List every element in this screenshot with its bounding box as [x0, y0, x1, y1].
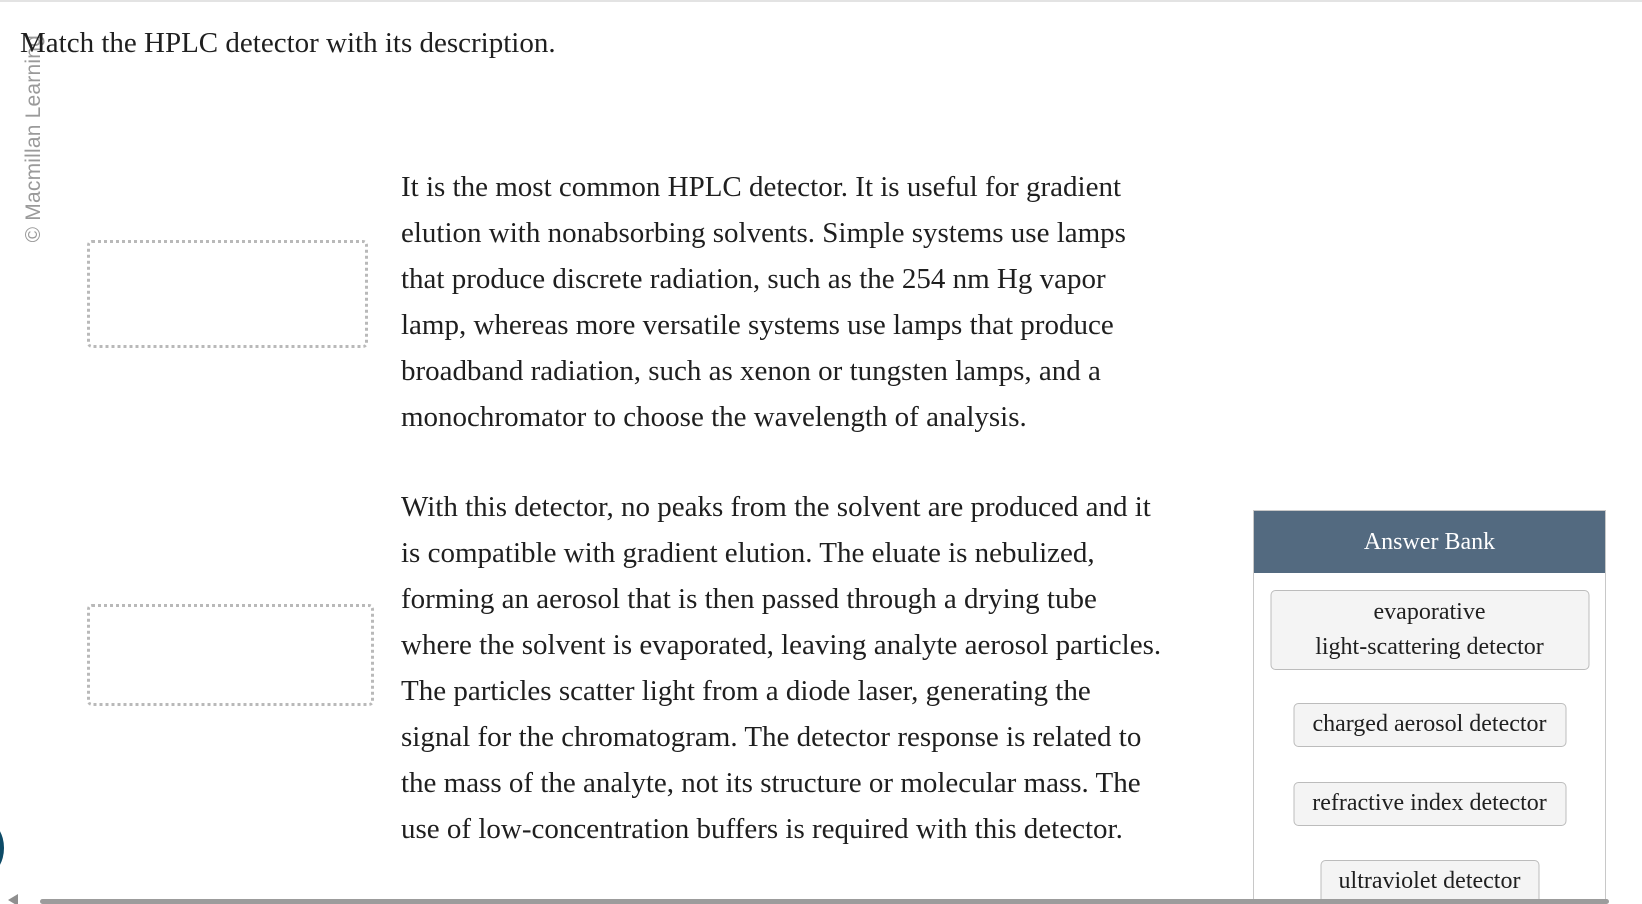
drop-target-1[interactable] — [87, 240, 368, 348]
description-line: broadband radiation, such as xenon or tungsten lamps, and a — [401, 355, 1101, 387]
question-prompt: Match the HPLC detector with its description. — [20, 27, 556, 59]
description-line: The particles scatter light from a diode laser, generating the — [401, 675, 1091, 707]
description-line: monochromator to choose the wavelength of analysis. — [401, 401, 1027, 433]
description-line: is compatible with gradient elution. The eluate is nebulized, — [401, 537, 1095, 569]
description-line: It is the most common HPLC detector. It is useful for gradient — [401, 171, 1122, 203]
horizontal-scrollbar[interactable] — [40, 899, 1609, 904]
description-1 — [401, 164, 1216, 440]
description-line: the mass of the analyte, not its structure or molecular mass. The — [401, 767, 1141, 799]
answer-chip-label-line: light-scattering detector — [1315, 634, 1544, 660]
drop-target-2[interactable] — [87, 604, 374, 706]
answer-bank — [1253, 510, 1606, 904]
description-line: elution with nonabsorbing solvents. Simple systems use lamps — [401, 217, 1126, 249]
help-button[interactable] — [0, 822, 4, 874]
scroll-left-arrow-icon[interactable] — [8, 894, 18, 904]
description-2 — [401, 484, 1236, 852]
description-line: forming an aerosol that is then passed through a drying tube — [401, 583, 1097, 615]
copyright-watermark: © Macmillan Learning — [22, 35, 45, 243]
description-line: With this detector, no peaks from the solvent are produced and it — [401, 491, 1151, 523]
description-line: lamp, whereas more versatile systems use lamps that produce — [401, 309, 1114, 341]
answer-chip-label-line: evaporative — [1373, 599, 1486, 625]
answer-chip-charged-aerosol[interactable]: charged aerosol detector — [1293, 703, 1566, 747]
description-line: that produce discrete radiation, such as the 254 nm Hg vapor — [401, 263, 1106, 295]
answer-bank-title: Answer Bank — [1254, 511, 1605, 573]
description-line: where the solvent is evaporated, leaving analyte aerosol particles. — [401, 629, 1162, 661]
description-line: signal for the chromatogram. The detector response is related to — [401, 721, 1142, 753]
answer-chip-refractive-index[interactable]: refractive index detector — [1293, 782, 1566, 826]
answer-chip-ultraviolet[interactable]: ultraviolet detector — [1320, 860, 1539, 904]
answer-chip-evaporative-light-scattering[interactable] — [1270, 590, 1589, 670]
description-line: use of low-concentration buffers is required with this detector. — [401, 813, 1123, 845]
top-divider — [0, 0, 1642, 2]
